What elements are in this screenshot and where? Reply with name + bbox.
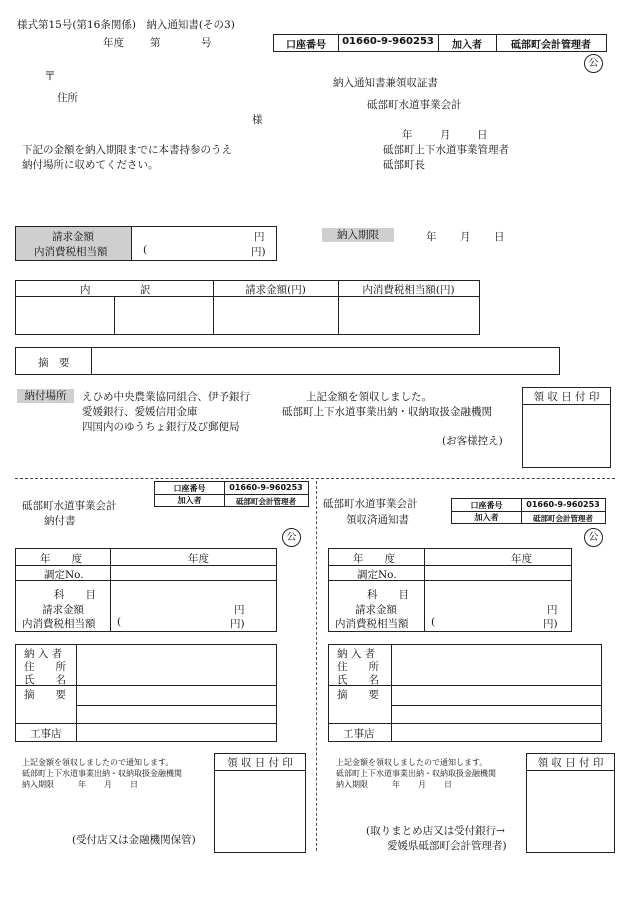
- left-stub-keeper: (受付店又は金融機関保管): [72, 834, 196, 846]
- cut-line: [15, 478, 615, 479]
- left-stub-table: [15, 548, 277, 632]
- right-stub-issuer: 砥部町水道事業会計: [323, 498, 418, 510]
- left-account-number: 01660-9-960253: [229, 483, 303, 492]
- official-seal-icon: 公: [584, 54, 603, 73]
- summary-row: [15, 347, 560, 375]
- account-holder: 砥部町会計管理者: [511, 40, 591, 51]
- right-year-value: 年度: [511, 553, 532, 565]
- left-assess-no: 調定No.: [44, 569, 84, 581]
- right-account-box: [451, 498, 606, 524]
- right-notice-year: 年: [392, 780, 400, 789]
- account-number: 01660-9-960253: [342, 36, 434, 47]
- receipt-note-line-2: 砥部町上下水道事業出納・収納取扱金融機関: [282, 406, 492, 418]
- left-notice-deadline: 納入期限: [22, 780, 54, 789]
- amount-box: [15, 226, 277, 261]
- left-receipt-stamp-label: 領 収 日 付 印: [227, 757, 293, 769]
- left-stub-issuer: 砥部町水道事業会計: [22, 500, 117, 512]
- right-stub-keeper-line-2: 愛媛県砥部町会計管理者): [387, 840, 507, 852]
- payment-place-line-1: えひめ中央農業協同組合、伊予銀行: [82, 391, 250, 403]
- right-account-number: 01660-9-960253: [526, 500, 600, 509]
- receipt-note-line-1: 上記金額を領収しました。: [306, 391, 432, 403]
- right-stub-table: [328, 548, 572, 632]
- billed-amount-label: 請求金額: [52, 231, 94, 243]
- left-notice-month: 月: [104, 780, 112, 789]
- right-payer-label-2: 住 所: [337, 661, 379, 673]
- receipt-stamp-box: [522, 387, 611, 468]
- mayor-title: 砥部町長: [383, 159, 425, 171]
- payment-place-line-2: 愛媛銀行、愛媛信用金庫: [82, 406, 198, 418]
- number-prefix: 第: [150, 37, 161, 49]
- left-notice-day: 日: [130, 780, 138, 789]
- right-billed-yen: 円: [547, 604, 558, 616]
- right-billed-label: 請求金額: [355, 604, 397, 616]
- left-stub-title: 納付書: [44, 515, 76, 527]
- vertical-cut-line: [316, 481, 317, 851]
- left-account-holder: 砥部町会計管理者: [236, 497, 296, 506]
- postal-mark: 〒: [44, 69, 57, 83]
- account-number-label: 口座番号: [286, 40, 326, 51]
- date-year: 年: [402, 129, 413, 141]
- account-holder-label: 加入者: [452, 40, 482, 51]
- right-notice-deadline: 納入期限: [336, 780, 368, 789]
- instruction-line-2: 納付場所に収めてください。: [22, 159, 159, 171]
- breakdown-table: [15, 280, 480, 335]
- right-contractor-label: 工事店: [343, 728, 375, 740]
- left-seal-icon: 公: [282, 528, 301, 547]
- deadline-year: 年: [426, 231, 437, 243]
- left-notice-year: 年: [78, 780, 86, 789]
- right-tax-label: 内消費税相当額: [335, 618, 409, 630]
- left-item-label: 科 目: [54, 589, 96, 601]
- payment-place-line-3: 四国内のゆうちょ銀行及び郵便局: [82, 421, 240, 433]
- deadline-label: 納入期限: [322, 228, 394, 242]
- left-year-label: 年 度: [40, 553, 82, 565]
- right-stub-keeper-line-1: (取りまとめ店又は受付銀行→: [366, 825, 505, 837]
- left-tax-paren: (: [117, 616, 122, 628]
- customer-copy-label: (お客様控え): [442, 435, 503, 447]
- right-notice-day: 日: [444, 780, 452, 789]
- left-notice-line-1: 上記金額を領収しましたので通知します。: [22, 758, 174, 767]
- left-billed-label: 請求金額: [42, 604, 84, 616]
- right-notice-line-2: 砥部町上下水道事業出納・収納取扱金融機関: [336, 769, 496, 778]
- right-stub-title: 領収済通知書: [346, 514, 409, 526]
- number-suffix: 号: [201, 37, 212, 49]
- billed-yen: 円: [254, 231, 265, 243]
- right-account-holder-label: 加入者: [474, 513, 499, 522]
- right-item-label: 科 目: [367, 589, 409, 601]
- tax-yen-close: 円): [251, 246, 266, 258]
- right-account-holder: 砥部町会計管理者: [533, 514, 593, 523]
- breakdown-header-billed: 請求金額(円): [245, 284, 306, 296]
- left-summary-label: 摘 要: [24, 689, 66, 701]
- issuer-name: 砥部町水道事業会計: [367, 99, 462, 111]
- summary-label: 摘 要: [38, 357, 70, 369]
- deadline-day: 日: [494, 231, 505, 243]
- deadline-month: 月: [460, 231, 471, 243]
- date-day: 日: [477, 129, 488, 141]
- left-tax-yen: 円): [230, 618, 245, 630]
- left-year-value: 年度: [188, 553, 209, 565]
- right-notice-line-1: 上記金額を領収しましたので通知します。: [336, 758, 488, 767]
- right-tax-yen: 円): [543, 618, 558, 630]
- left-payer-label-1: 納 入 者: [24, 648, 63, 660]
- left-account-number-label: 口座番号: [173, 484, 206, 493]
- manager-title: 砥部町上下水道事業管理者: [383, 144, 509, 156]
- payment-place-label: 納付場所: [17, 389, 74, 403]
- document-title: 納入通知書兼領収証書: [333, 77, 438, 89]
- right-payer-label-3: 氏 名: [337, 674, 379, 686]
- instruction-line-1: 下記の金額を納入期限までに本書持参のうえ: [22, 144, 232, 156]
- right-payer-table: [328, 644, 602, 742]
- left-notice-line-2: 砥部町上下水道事業出納・収納取扱金融機関: [22, 769, 182, 778]
- address-label: 住所: [57, 92, 78, 104]
- right-summary-label: 摘 要: [337, 689, 379, 701]
- receipt-stamp-label: 領 収 日 付 印: [533, 391, 600, 403]
- right-payer-label-1: 納 入 者: [337, 648, 376, 660]
- left-account-box: [154, 481, 309, 507]
- left-payer-label-3: 氏 名: [24, 674, 66, 686]
- left-payer-label-2: 住 所: [24, 661, 66, 673]
- left-tax-label: 内消費税相当額: [22, 618, 96, 630]
- date-month: 月: [440, 129, 451, 141]
- right-account-number-label: 口座番号: [470, 501, 503, 510]
- right-tax-paren: (: [431, 616, 436, 628]
- honorific: 様: [252, 114, 263, 126]
- breakdown-header-tax: 内消費税相当額(円): [362, 284, 455, 296]
- tax-amount-label: 内消費税相当額: [34, 246, 108, 258]
- breakdown-header-detail-b: 訳: [140, 284, 151, 296]
- right-year-label: 年 度: [353, 553, 395, 565]
- right-seal-icon: 公: [584, 528, 603, 547]
- account-box: [273, 34, 607, 52]
- right-assess-no: 調定No.: [357, 569, 397, 581]
- left-receipt-stamp-box: [214, 753, 306, 853]
- left-account-holder-label: 加入者: [177, 496, 202, 505]
- form-number: 様式第15号(第16条関係) 納入通知書(その3): [17, 19, 235, 31]
- left-payer-table: [15, 644, 277, 742]
- fiscal-year-label: 年度: [103, 37, 124, 49]
- breakdown-header-detail-a: 内: [80, 284, 91, 296]
- right-receipt-stamp-label: 領 収 日 付 印: [537, 757, 604, 769]
- right-notice-month: 月: [418, 780, 426, 789]
- right-receipt-stamp-box: [526, 753, 615, 853]
- left-contractor-label: 工事店: [30, 728, 62, 740]
- tax-paren-open: (: [143, 244, 148, 256]
- left-billed-yen: 円: [234, 604, 245, 616]
